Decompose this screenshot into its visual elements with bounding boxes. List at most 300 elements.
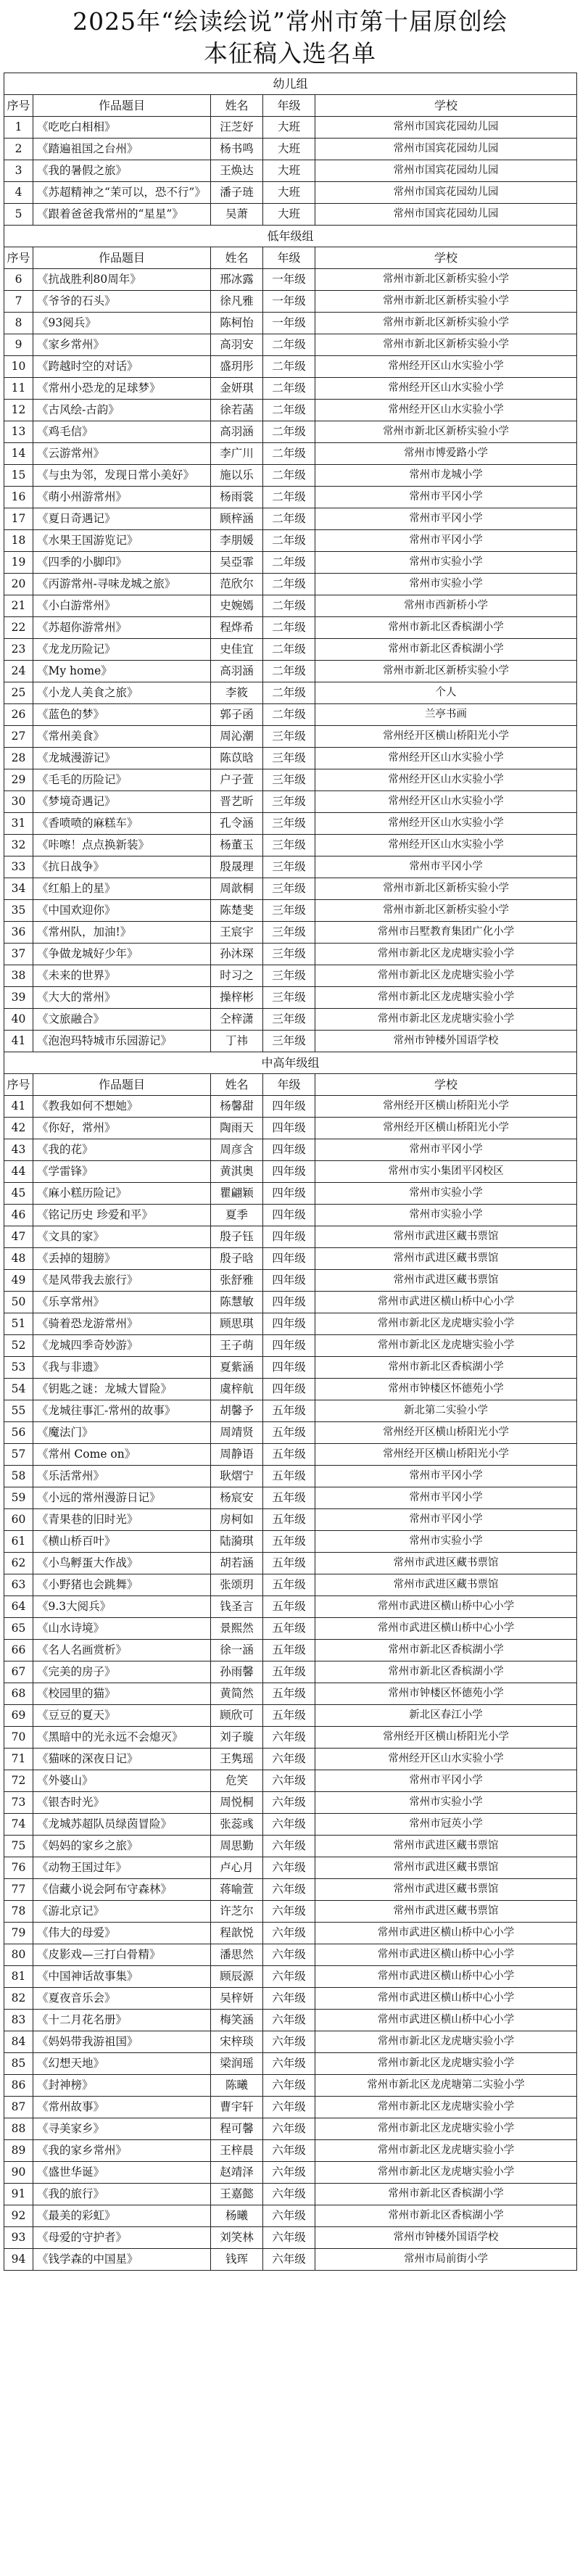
table-row (4, 204, 577, 226)
cell-name: 顾辰源 (211, 1966, 263, 1988)
cell-title: 《毛毛的历险记》 (33, 769, 211, 791)
cell-school: 常州经开区山水实验小学 (315, 813, 577, 835)
cell-grade: 五年级 (263, 1661, 315, 1683)
table-row (4, 1487, 577, 1509)
cell-title: 《小白游常州》 (33, 595, 211, 617)
table-row (4, 1574, 577, 1596)
cell-grade: 二年级 (263, 682, 315, 704)
cell-grade: 六年级 (263, 2118, 315, 2140)
cell-grade: 六年级 (263, 1879, 315, 1901)
cell-title: 《咔嚓！点点换新装》 (33, 835, 211, 856)
cell-name: 钱珲 (211, 2249, 263, 2271)
cell-school: 常州市武进区横山桥中心小学 (315, 2010, 577, 2031)
cell-name: 钱圣言 (211, 1596, 263, 1618)
table-row (4, 334, 577, 356)
cell-no: 24 (4, 661, 33, 682)
cell-school: 常州市新北区龙虎塘第二实验小学 (315, 2075, 577, 2097)
cell-school: 新北第二实验小学 (315, 1400, 577, 1422)
cell-no: 47 (4, 1226, 33, 1248)
cell-title: 《苏超精神之“茉可以，恐不行”》 (33, 182, 211, 204)
cell-school: 常州市吕墅教育集团广化小学 (315, 922, 577, 944)
cell-school: 常州市平冈小学 (315, 1139, 577, 1161)
cell-title: 《大大的常州》 (33, 987, 211, 1009)
cell-grade: 三年级 (263, 726, 315, 748)
table-row (4, 1901, 577, 1923)
cell-grade: 六年级 (263, 1727, 315, 1749)
cell-school: 常州市钟楼外国语学校 (315, 1031, 577, 1052)
table-row (4, 639, 577, 661)
cell-no: 32 (4, 835, 33, 856)
table-row (4, 1096, 577, 1118)
cell-school: 常州市平冈小学 (315, 1487, 577, 1509)
cell-no: 48 (4, 1248, 33, 1270)
table-row (4, 313, 577, 334)
cell-no: 88 (4, 2118, 33, 2140)
cell-title: 《水果王国游览记》 (33, 530, 211, 552)
cell-school: 常州市新北区香槟湖小学 (315, 617, 577, 639)
cell-school: 常州经开区山水实验小学 (315, 835, 577, 856)
cell-name: 金妍琪 (211, 378, 263, 400)
column-header-title: 作品题目 (33, 1074, 211, 1096)
cell-school: 常州市新北区龙虎塘实验小学 (315, 965, 577, 987)
cell-no: 4 (4, 182, 33, 204)
cell-school: 常州市平冈小学 (315, 530, 577, 552)
cell-name: 陈苡晗 (211, 748, 263, 769)
cell-title: 《名人名画赏析》 (33, 1640, 211, 1661)
cell-name: 张颂玥 (211, 1574, 263, 1596)
cell-title: 《横山桥百叶》 (33, 1531, 211, 1553)
cell-grade: 五年级 (263, 1618, 315, 1640)
cell-no: 65 (4, 1618, 33, 1640)
cell-no: 66 (4, 1640, 33, 1661)
cell-name: 周思勤 (211, 1836, 263, 1857)
cell-name: 时习之 (211, 965, 263, 987)
cell-grade: 五年级 (263, 1640, 315, 1661)
cell-school: 常州市新北区香槟湖小学 (315, 1640, 577, 1661)
cell-grade: 六年级 (263, 1923, 315, 1944)
table-row (4, 1661, 577, 1683)
cell-no: 20 (4, 574, 33, 595)
cell-title: 《钥匙之谜：龙城大冒险》 (33, 1379, 211, 1400)
cell-title: 《豆豆的夏天》 (33, 1705, 211, 1727)
cell-title: 《文具的家》 (33, 1226, 211, 1248)
cell-no: 76 (4, 1857, 33, 1879)
cell-title: 《乐活常州》 (33, 1466, 211, 1487)
cell-title: 《夏夜音乐会》 (33, 1988, 211, 2010)
table-row (4, 878, 577, 900)
group-header-row (4, 1052, 577, 1074)
cell-school: 常州市新北区新桥实验小学 (315, 661, 577, 682)
cell-title: 《我与非遗》 (33, 1357, 211, 1379)
column-header-title: 作品题目 (33, 95, 211, 117)
table-row (4, 1792, 577, 1814)
cell-school: 常州市平冈小学 (315, 487, 577, 508)
cell-grade: 六年级 (263, 1792, 315, 1814)
cell-no: 23 (4, 639, 33, 661)
cell-school: 常州市武进区横山桥中心小学 (315, 1988, 577, 2010)
cell-no: 75 (4, 1836, 33, 1857)
cell-school: 常州市平冈小学 (315, 1466, 577, 1487)
table-row (4, 2075, 577, 2097)
winners-table (4, 73, 577, 2271)
cell-title: 《小龙人美食之旅》 (33, 682, 211, 704)
cell-title: 《家乡常州》 (33, 334, 211, 356)
cell-no: 44 (4, 1161, 33, 1183)
column-header-grade: 年级 (263, 95, 315, 117)
cell-grade: 三年级 (263, 900, 315, 922)
cell-school: 常州市武进区藏书票馆 (315, 1553, 577, 1574)
cell-title: 《盛世华诞》 (33, 2162, 211, 2184)
cell-title: 《银杏时光》 (33, 1792, 211, 1814)
cell-school: 常州市新北区龙虎塘实验小学 (315, 2031, 577, 2053)
cell-no: 9 (4, 334, 33, 356)
cell-school: 常州经开区山水实验小学 (315, 748, 577, 769)
cell-no: 67 (4, 1661, 33, 1683)
cell-no: 35 (4, 900, 33, 922)
cell-school: 常州市平冈小学 (315, 508, 577, 530)
cell-name: 殷晟理 (211, 856, 263, 878)
cell-no: 94 (4, 2249, 33, 2271)
cell-no: 87 (4, 2097, 33, 2118)
cell-school: 常州市国宾花园幼儿园 (315, 182, 577, 204)
cell-school: 常州市新北区龙虎塘实验小学 (315, 1335, 577, 1357)
table-row (4, 574, 577, 595)
table-row (4, 748, 577, 769)
table-row (4, 1836, 577, 1857)
cell-name: 户子萱 (211, 769, 263, 791)
cell-title: 《封神榜》 (33, 2075, 211, 2097)
cell-grade: 三年级 (263, 1009, 315, 1031)
table-row (4, 704, 577, 726)
cell-no: 26 (4, 704, 33, 726)
cell-school: 常州市博爱路小学 (315, 443, 577, 465)
cell-title: 《十二月花名册》 (33, 2010, 211, 2031)
table-row (4, 1205, 577, 1226)
cell-title: 《云游常州》 (33, 443, 211, 465)
cell-school: 常州市实验小学 (315, 552, 577, 574)
cell-school: 常州市实验小学 (315, 1183, 577, 1205)
page-title-line-2: 本征稿入选名单 (204, 39, 376, 67)
cell-name: 李广川 (211, 443, 263, 465)
cell-no: 5 (4, 204, 33, 226)
cell-name: 徐若菡 (211, 400, 263, 421)
cell-name: 卢心月 (211, 1857, 263, 1879)
cell-no: 84 (4, 2031, 33, 2053)
table-row (4, 465, 577, 487)
cell-grade: 六年级 (263, 2097, 315, 2118)
group-label: 低年级组 (4, 226, 577, 247)
cell-title: 《文旅融合》 (33, 1009, 211, 1031)
cell-no: 3 (4, 160, 33, 182)
cell-no: 39 (4, 987, 33, 1009)
cell-no: 38 (4, 965, 33, 987)
table-row (4, 487, 577, 508)
cell-no: 10 (4, 356, 33, 378)
cell-no: 41 (4, 1031, 33, 1052)
cell-name: 房柯如 (211, 1509, 263, 1531)
cell-title: 《小野猪也会跳舞》 (33, 1574, 211, 1596)
cell-name: 杨董玉 (211, 835, 263, 856)
cell-title: 《我的花》 (33, 1139, 211, 1161)
cell-title: 《泡泡玛特城市乐园游记》 (33, 1031, 211, 1052)
cell-title: 《93阅兵》 (33, 313, 211, 334)
cell-school: 常州经开区山水实验小学 (315, 356, 577, 378)
cell-title: 《龙龙历险记》 (33, 639, 211, 661)
cell-name: 景熙然 (211, 1618, 263, 1640)
cell-title: 《我的暑假之旅》 (33, 160, 211, 182)
cell-title: 《麻小糕历险记》 (33, 1183, 211, 1205)
cell-name: 王嘉懿 (211, 2184, 263, 2205)
cell-no: 79 (4, 1923, 33, 1944)
cell-grade: 二年级 (263, 421, 315, 443)
cell-name: 瞿翩颖 (211, 1183, 263, 1205)
cell-name: 周彦含 (211, 1139, 263, 1161)
cell-name: 赵靖泽 (211, 2162, 263, 2184)
cell-grade: 二年级 (263, 617, 315, 639)
cell-name: 宋梓琰 (211, 2031, 263, 2053)
cell-name: 耿熠宁 (211, 1466, 263, 1487)
table-row (4, 661, 577, 682)
cell-no: 71 (4, 1749, 33, 1770)
column-header-title: 作品题目 (33, 247, 211, 269)
cell-school: 常州市新北区龙虎塘实验小学 (315, 1313, 577, 1335)
table-row (4, 1400, 577, 1422)
cell-grade: 三年级 (263, 1031, 315, 1052)
cell-no: 18 (4, 530, 33, 552)
cell-grade: 六年级 (263, 2162, 315, 2184)
table-row (4, 1944, 577, 1966)
cell-name: 孙沐琛 (211, 944, 263, 965)
cell-school: 常州市龙城小学 (315, 465, 577, 487)
cell-grade: 二年级 (263, 487, 315, 508)
table-row (4, 1531, 577, 1553)
cell-school: 常州市新北区龙虎塘实验小学 (315, 2118, 577, 2140)
table-row (4, 2227, 577, 2249)
cell-no: 58 (4, 1466, 33, 1487)
cell-name: 程可馨 (211, 2118, 263, 2140)
cell-school: 常州市武进区横山桥中心小学 (315, 1923, 577, 1944)
cell-school: 常州市新北区龙虎塘实验小学 (315, 2140, 577, 2162)
cell-grade: 六年级 (263, 1857, 315, 1879)
cell-school: 新北区春江小学 (315, 1705, 577, 1727)
cell-name: 黄简然 (211, 1683, 263, 1705)
column-header-school: 学校 (315, 247, 577, 269)
cell-grade: 六年级 (263, 2053, 315, 2075)
cell-school: 常州市新北区香槟湖小学 (315, 2205, 577, 2227)
cell-grade: 六年级 (263, 1770, 315, 1792)
cell-name: 陈曦 (211, 2075, 263, 2097)
cell-school: 常州经开区横山桥阳光小学 (315, 1096, 577, 1118)
table-row (4, 1161, 577, 1183)
cell-name: 程歆悦 (211, 1923, 263, 1944)
cell-grade: 二年级 (263, 661, 315, 682)
column-header-school: 学校 (315, 95, 577, 117)
cell-name: 潘思然 (211, 1944, 263, 1966)
cell-grade: 五年级 (263, 1487, 315, 1509)
table-row (4, 965, 577, 987)
table-row (4, 1009, 577, 1031)
cell-grade: 五年级 (263, 1509, 315, 1531)
cell-grade: 六年级 (263, 2140, 315, 2162)
table-row (4, 1422, 577, 1444)
table-row (4, 617, 577, 639)
cell-no: 42 (4, 1118, 33, 1139)
cell-grade: 四年级 (263, 1335, 315, 1357)
cell-name: 曹宇轩 (211, 2097, 263, 2118)
cell-no: 19 (4, 552, 33, 574)
table-row (4, 1705, 577, 1727)
cell-school: 常州市新北区龙虎塘实验小学 (315, 987, 577, 1009)
table-row (4, 1966, 577, 1988)
cell-school: 常州市新北区新桥实验小学 (315, 291, 577, 313)
table-row (4, 900, 577, 922)
cell-name: 周沁潮 (211, 726, 263, 748)
cell-name: 高羽涵 (211, 661, 263, 682)
cell-school: 常州市新北区香槟湖小学 (315, 1357, 577, 1379)
cell-no: 25 (4, 682, 33, 704)
cell-school: 常州经开区山水实验小学 (315, 791, 577, 813)
cell-no: 6 (4, 269, 33, 291)
cell-no: 52 (4, 1335, 33, 1357)
cell-grade: 二年级 (263, 378, 315, 400)
cell-name: 胡若涵 (211, 1553, 263, 1574)
table-row (4, 1444, 577, 1466)
cell-grade: 六年级 (263, 1814, 315, 1836)
cell-school: 常州市国宾花园幼儿园 (315, 204, 577, 226)
cell-grade: 一年级 (263, 269, 315, 291)
cell-grade: 六年级 (263, 2205, 315, 2227)
cell-grade: 五年级 (263, 1531, 315, 1553)
cell-no: 64 (4, 1596, 33, 1618)
cell-no: 90 (4, 2162, 33, 2184)
cell-grade: 五年级 (263, 1596, 315, 1618)
cell-grade: 二年级 (263, 356, 315, 378)
cell-title: 《苏超你游常州》 (33, 617, 211, 639)
table-row (4, 2010, 577, 2031)
table-row (4, 1313, 577, 1335)
table-row (4, 1553, 577, 1574)
cell-name: 李朋媛 (211, 530, 263, 552)
cell-no: 37 (4, 944, 33, 965)
cell-name: 王子萌 (211, 1335, 263, 1357)
cell-school: 个人 (315, 682, 577, 704)
cell-school: 常州市武进区藏书票馆 (315, 1270, 577, 1292)
table-row (4, 1357, 577, 1379)
cell-grade: 二年级 (263, 400, 315, 421)
cell-no: 41 (4, 1096, 33, 1118)
cell-no: 14 (4, 443, 33, 465)
cell-school: 常州市武进区藏书票馆 (315, 1836, 577, 1857)
cell-school: 常州市新北区龙虎塘实验小学 (315, 1009, 577, 1031)
cell-title: 《蓝色的梦》 (33, 704, 211, 726)
cell-school: 常州市武进区横山桥中心小学 (315, 1944, 577, 1966)
cell-name: 许芝尔 (211, 1901, 263, 1923)
cell-grade: 四年级 (263, 1248, 315, 1270)
table-row (4, 1379, 577, 1400)
cell-school: 常州市武进区藏书票馆 (315, 1574, 577, 1596)
cell-title: 《寻美家乡》 (33, 2118, 211, 2140)
cell-name: 周靖贤 (211, 1422, 263, 1444)
cell-grade: 三年级 (263, 922, 315, 944)
cell-name: 陶雨天 (211, 1118, 263, 1139)
cell-name: 吴梓妍 (211, 1988, 263, 2010)
cell-title: 《中国欢迎你》 (33, 900, 211, 922)
cell-title: 《中国神话故事集》 (33, 1966, 211, 1988)
table-row (4, 1139, 577, 1161)
cell-no: 22 (4, 617, 33, 639)
cell-no: 77 (4, 1879, 33, 1901)
table-row (4, 421, 577, 443)
cell-no: 51 (4, 1313, 33, 1335)
cell-grade: 大班 (263, 160, 315, 182)
cell-school: 常州经开区山水实验小学 (315, 1749, 577, 1770)
cell-school: 常州市实验小学 (315, 1792, 577, 1814)
cell-title: 《抗日战争》 (33, 856, 211, 878)
table-row (4, 1118, 577, 1139)
table-row (4, 1857, 577, 1879)
table-row (4, 443, 577, 465)
cell-school: 常州经开区横山桥阳光小学 (315, 1444, 577, 1466)
cell-name: 梁润瑶 (211, 2053, 263, 2075)
cell-grade: 三年级 (263, 748, 315, 769)
cell-name: 杨馨甜 (211, 1096, 263, 1118)
cell-name: 施以乐 (211, 465, 263, 487)
cell-grade: 四年级 (263, 1292, 315, 1313)
cell-school: 常州市武进区横山桥中心小学 (315, 1596, 577, 1618)
cell-no: 50 (4, 1292, 33, 1313)
cell-grade: 四年级 (263, 1226, 315, 1248)
cell-grade: 四年级 (263, 1313, 315, 1335)
cell-school: 常州市新北区新桥实验小学 (315, 269, 577, 291)
cell-no: 16 (4, 487, 33, 508)
cell-title: 《古风绘-古韵》 (33, 400, 211, 421)
cell-no: 55 (4, 1400, 33, 1422)
cell-title: 《小鸟孵蛋大作战》 (33, 1553, 211, 1574)
cell-no: 80 (4, 1944, 33, 1966)
cell-school: 常州市钟楼外国语学校 (315, 2227, 577, 2249)
cell-grade: 五年级 (263, 1553, 315, 1574)
cell-name: 程烨希 (211, 617, 263, 639)
cell-no: 30 (4, 791, 33, 813)
cell-title: 《魔法门》 (33, 1422, 211, 1444)
cell-name: 黄淇奥 (211, 1161, 263, 1183)
table-row (4, 813, 577, 835)
table-row (4, 160, 577, 182)
cell-title: 《骑着恐龙游常州》 (33, 1313, 211, 1335)
cell-title: 《妈妈的家乡之旅》 (33, 1836, 211, 1857)
cell-grade: 四年级 (263, 1161, 315, 1183)
cell-name: 杨宸安 (211, 1487, 263, 1509)
cell-no: 34 (4, 878, 33, 900)
table-row (4, 378, 577, 400)
table-row (4, 1683, 577, 1705)
cell-school: 常州市实验小学 (315, 1205, 577, 1226)
cell-grade: 六年级 (263, 1749, 315, 1770)
cell-title: 《与虫为邻，发现日常小美好》 (33, 465, 211, 487)
table-row (4, 117, 577, 139)
cell-title: 《争做龙城好少年》 (33, 944, 211, 965)
cell-title: 《常州 Come on》 (33, 1444, 211, 1466)
cell-name: 吴萧 (211, 204, 263, 226)
cell-school: 常州市新北区新桥实验小学 (315, 313, 577, 334)
table-row (4, 139, 577, 160)
cell-school: 常州市武进区藏书票馆 (315, 1226, 577, 1248)
cell-no: 68 (4, 1683, 33, 1705)
cell-name: 汪芝妤 (211, 117, 263, 139)
cell-no: 83 (4, 2010, 33, 2031)
cell-grade: 三年级 (263, 944, 315, 965)
column-header-row (4, 1074, 577, 1096)
